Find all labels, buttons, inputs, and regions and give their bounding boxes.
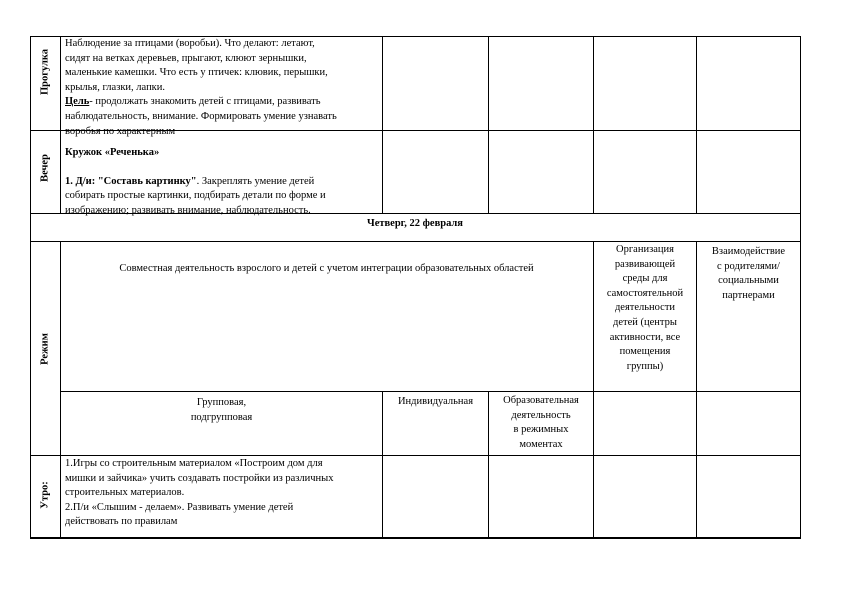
environment-line-6: детей (центры (613, 316, 677, 328)
evening-game-text-3: изображению; развивать внимание, наблюдательность. (65, 204, 311, 216)
parents-line-1: Взаимодействие (711, 246, 786, 257)
environment-line-9: группы) (626, 360, 664, 372)
row-label-walk: Прогулка (39, 48, 51, 96)
environment-line-4: самостоятельной (606, 287, 684, 299)
evening-game-title: 1. Д/и: "Составь картинку" (65, 175, 197, 187)
educational-col-line-4: моментах (519, 438, 563, 450)
joint-activity-header: Совместная деятельность взрослого и детей с учетом интеграции образовательных областей (119, 263, 534, 274)
col-divider-individual (382, 391, 383, 539)
label-col-divider-bottom (60, 241, 61, 539)
morning-line-1: 1.Игры со строительным материалом «Построим дом для (65, 458, 323, 469)
evening-game (65, 175, 380, 190)
col-divider-3-top (593, 36, 594, 213)
col-divider-1-top (382, 36, 383, 213)
environment-line-5: деятельности (614, 302, 676, 314)
morning-line-2: мишки и зайчика» учить создавать постройки из различных (65, 472, 334, 484)
evening-game-text-2: собирать простые картинки, подбирать детали по форме и (65, 190, 326, 202)
individual-col-header: Индивидуальная (397, 396, 474, 407)
environment-line-8: помещения (619, 346, 671, 358)
environment-line-1: Организация (616, 244, 674, 255)
row-label-evening: Вечер (39, 154, 51, 182)
row-divider-date-regime (30, 241, 800, 242)
walk-goal-line-3: воробья по характерным (65, 125, 176, 137)
walk-line-4: крылья, глазки, лапки. (65, 81, 166, 93)
morning-line-3: строительных материалов. (65, 487, 185, 499)
parents-line-4: партнерами (722, 289, 775, 301)
evening-text-cell (65, 146, 380, 216)
environment-header (594, 243, 696, 374)
row-divider-regime-sub (60, 391, 800, 392)
date-header: Четверг, 22 февраля (366, 218, 463, 229)
environment-line-7: активности, все (609, 331, 681, 343)
group-col-header (61, 396, 382, 425)
group-col-line-2: подгрупповая (190, 411, 253, 423)
row-divider-sub-morning (30, 455, 800, 456)
walk-goal-line-1: - продолжать знакомить детей с птицами, развивать (89, 96, 321, 108)
environment-line-2: развивающей (614, 258, 676, 270)
educational-col-line-1: Образовательная (503, 395, 579, 406)
label-col-divider-top (60, 36, 61, 213)
evening-game-text-1: . Закреплять умение детей (196, 175, 315, 187)
walk-text-cell (65, 37, 380, 137)
educational-col-line-2: деятельность (511, 409, 571, 421)
evening-club: Кружок «Реченька» (65, 147, 160, 158)
group-col-line-1: Групповая, (196, 397, 247, 408)
row-label-regime: Режим (39, 333, 51, 365)
educational-col-line-3: в режимных (513, 424, 569, 436)
walk-line-3: маленькие камешки. Что есть у птичек: клювик, перышки, (65, 67, 328, 79)
walk-goal-label: Цель (65, 96, 90, 108)
table-bottom-border (30, 537, 800, 539)
educational-col-header (489, 394, 593, 452)
table-right-border (800, 36, 801, 539)
parents-header (697, 245, 800, 303)
walk-line-2: сидят на ветках деревьев, прыгают, клюют зернышки, (65, 52, 307, 64)
row-label-morning: Утро: (39, 481, 51, 509)
walk-goal-line-2: наблюдательность, внимание. Формировать умение узнавать (65, 110, 337, 122)
walk-line-1: Наблюдение за птицами (воробьи). Что делают: летают, (65, 38, 315, 49)
morning-text-cell (65, 457, 381, 535)
parents-line-2: с родителями/ (717, 260, 780, 272)
col-divider-4-top (696, 36, 697, 213)
table-left-border (30, 36, 31, 539)
morning-line-5: действовать по правилам (65, 516, 178, 528)
environment-line-3: среды для (622, 273, 668, 285)
morning-line-4: 2.П/и «Слышим - делаем». Развивать умение детей (65, 501, 294, 513)
parents-line-3: социальными (718, 275, 779, 287)
walk-goal (65, 95, 380, 110)
col-divider-2-top (488, 36, 489, 213)
